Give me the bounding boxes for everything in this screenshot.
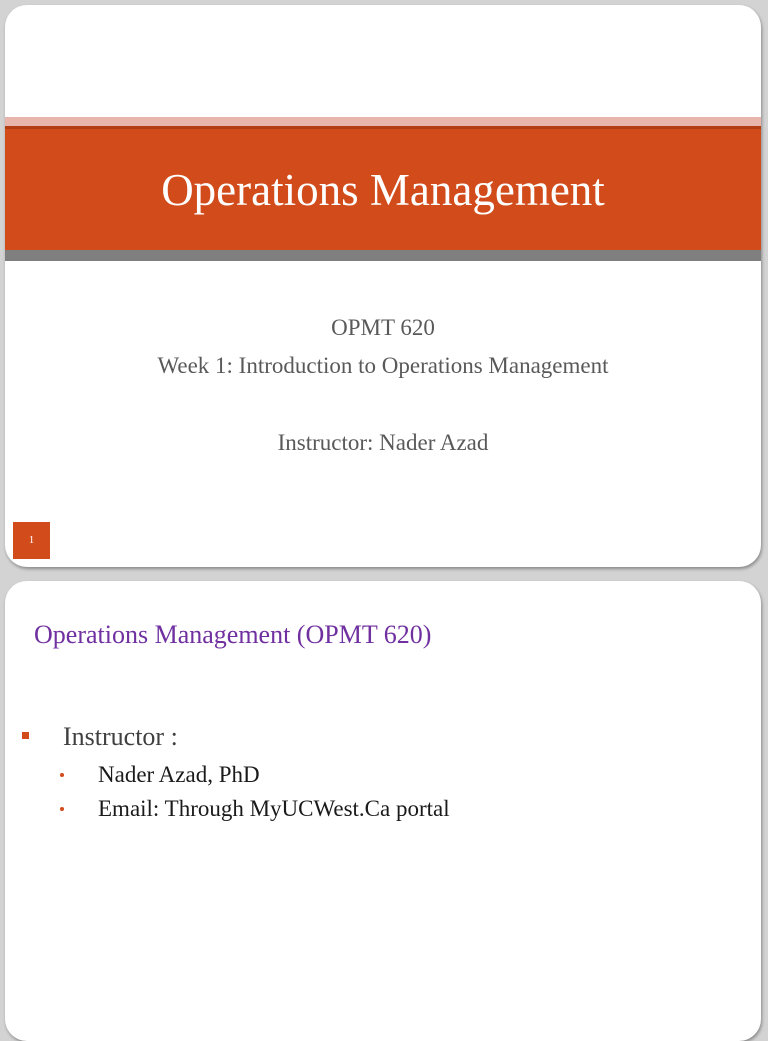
slide-number-badge: 1	[13, 522, 50, 559]
slide-title: Operations Management (OPMT 620)	[34, 620, 432, 649]
bullet-instructor: Instructor :	[63, 722, 178, 751]
slide-title: Operations Management	[161, 165, 605, 215]
course-code: OPMT 620	[331, 315, 435, 340]
sub-bullet-name: Nader Azad, PhD	[98, 762, 260, 787]
slide-2	[5, 581, 761, 1041]
title-accent-band	[5, 117, 761, 126]
week-title: Week 1: Introduction to Operations Management	[157, 353, 609, 378]
title-shadow-band	[5, 250, 761, 261]
sub-bullet-email: Email: Through MyUCWest.Ca portal	[98, 796, 450, 821]
instructor-line: Instructor: Nader Azad	[277, 430, 489, 455]
dot-bullet-icon	[60, 807, 64, 811]
slide-1	[5, 5, 761, 567]
dot-bullet-icon	[60, 773, 64, 777]
square-bullet-icon	[22, 732, 29, 739]
